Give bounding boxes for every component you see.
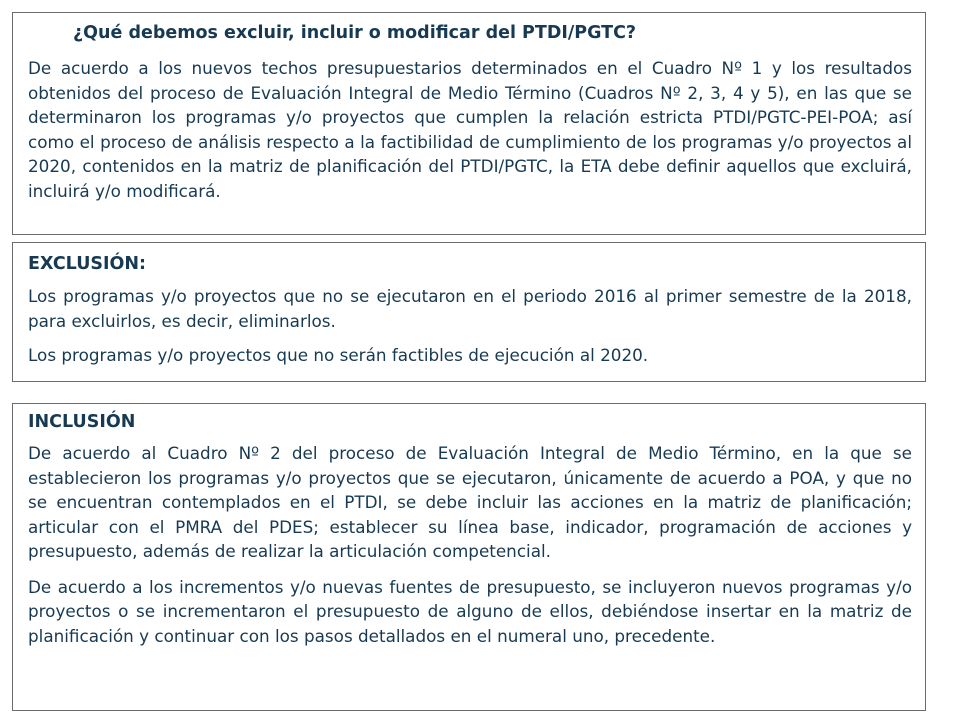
section-inclusion [12, 403, 926, 711]
section-inclusion-paragraph-2: De acuerdo a los incrementos y/o nuevas fuentes de presupuesto, se incluyeron nuevos programas y/o proyectos o se incrementaron el presupuesto de alguno de ellos, debiéndose insertar en la matriz de planificación y continuar con los pasos detallados en el numeral uno, precedente. [28, 576, 912, 646]
section-inclusion-heading: INCLUSIÓN [28, 412, 136, 432]
section-question [12, 12, 926, 235]
section-exclusion [12, 242, 926, 382]
section-inclusion-paragraph-1: De acuerdo al Cuadro Nº 2 del proceso de Evaluación Integral de Medio Término, en la que se establecieron los programas y/o proyectos que se ejecutaron, únicamente de acuerdo a POA, y que no se encuentran contemplados en el PTDI, se debe incluir las acciones en la matriz de planificación; articular con el PMRA del PDES; establecer su línea base, indicador, programación de acciones y presupuesto, además de realizar la articulación competencial. [28, 443, 912, 561]
section-question-heading: ¿Qué debemos excluir, incluir o modificar del PTDI/PGTC? [73, 23, 637, 43]
section-exclusion-paragraph-2: Los programas y/o proyectos que no serán factibles de ejecución al 2020. [28, 345, 649, 365]
section-exclusion-paragraph-1: Los programas y/o proyectos que no se ejecutaron en el periodo 2016 al primer semestre de la 2018, para excluirlos, es decir, eliminarlos. [28, 286, 912, 331]
section-question-paragraph: De acuerdo a los nuevos techos presupuestarios determinados en el Cuadro Nº 1 y los resultados obtenidos del proceso de Evaluación Integral de Medio Término (Cuadros Nº 2, 3, 4 y 5), en las que se determinaron los programas y/o proyectos que cumplen la relación estricta PTDI/PGTC-PEI-POA; así como el proceso de análisis respecto a la factibilidad de cumplimiento de los programas y/o proyectos al 2020, contenidos en la matriz de planificación del PTDI/PGTC, la ETA debe definir aquellos que excluirá, incluirá y/o modificará. [28, 58, 912, 201]
section-exclusion-heading: EXCLUSIÓN: [28, 254, 147, 274]
